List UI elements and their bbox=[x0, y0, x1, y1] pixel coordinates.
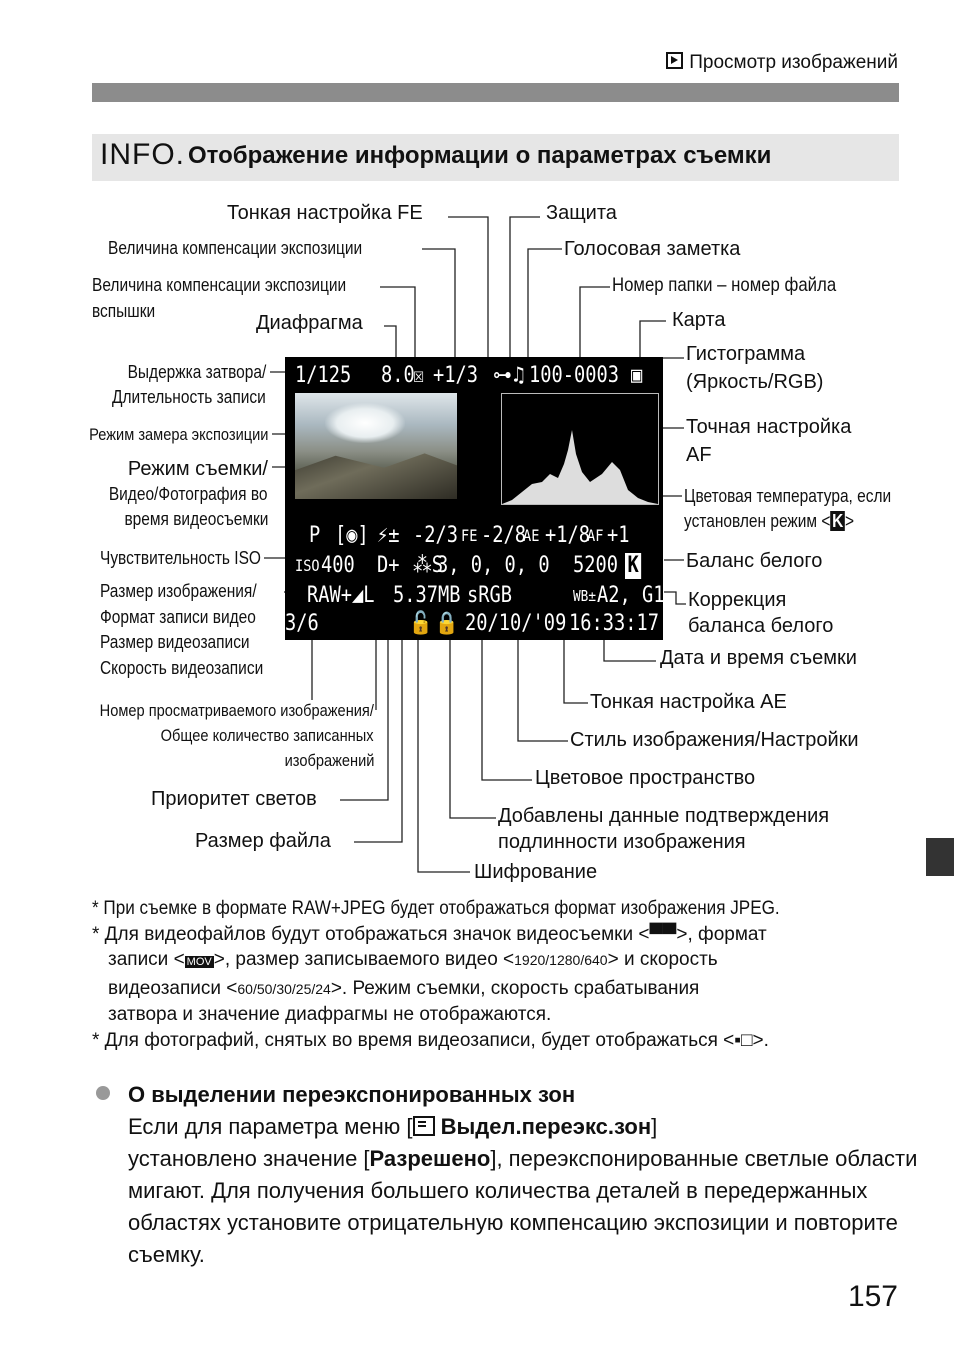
label-protect: Защита bbox=[546, 202, 617, 224]
k-icon: K bbox=[832, 511, 844, 531]
histogram-curve bbox=[502, 394, 658, 504]
osd-voice-icon: ♫ bbox=[513, 363, 525, 388]
label-mode-3: время видеосъемки bbox=[124, 509, 268, 529]
frame-rate-icons: 60/50/30/25/24 bbox=[237, 980, 331, 997]
label-shutter-2: Длительность записи bbox=[112, 387, 266, 407]
label-file-size: Размер файла bbox=[195, 830, 331, 852]
video-size-icons: 1920/1280/640 bbox=[514, 952, 608, 968]
bullet-icon bbox=[96, 1086, 110, 1100]
label-color-temp-2: установлен режим <K> bbox=[684, 511, 855, 531]
osd-af: +1 bbox=[607, 523, 630, 548]
label-auth-2: подлинности изображения bbox=[498, 831, 746, 853]
label-color-space: Цветовое пространство bbox=[535, 767, 756, 789]
osd-wb-shift: A2, G1 bbox=[597, 583, 665, 608]
playback-menu-icon bbox=[413, 1116, 435, 1136]
osd-k-icon: K bbox=[625, 553, 641, 579]
label-iso: Чувствительность ISO bbox=[100, 548, 261, 568]
osd-highlight: D+ bbox=[377, 553, 400, 578]
section-body: Если для параметра меню [ Выдел.переэкс.зон] установлено значение [Разрешено], переэкспонированные светлые области мигают. Для получения большего количества деталей в передержанных областях установите отрицательную компенсацию экспозиции и повторите съемку. bbox=[128, 1114, 918, 1267]
label-number-3: изображений bbox=[284, 751, 374, 770]
label-mode-1: Режим съемки/ bbox=[127, 458, 268, 480]
running-header: Просмотр изображений bbox=[666, 52, 898, 74]
label-encryption: Шифрование bbox=[474, 861, 598, 883]
section-heading: О выделении переэкспонированных зон bbox=[128, 1082, 576, 1107]
osd-exp-comp: +1/3 bbox=[433, 363, 479, 388]
section-title: Отображение информации о параметрах съемки bbox=[188, 142, 772, 169]
label-exp-comp: Величина компенсации экспозиции bbox=[108, 238, 363, 258]
highlight-alert-section bbox=[128, 1079, 918, 1271]
osd-protect-icon: ⊶ bbox=[493, 363, 512, 388]
movie-icon: ▀▀ bbox=[649, 923, 677, 945]
mov-icon: MOV bbox=[186, 956, 212, 968]
osd-iso: 400 bbox=[321, 553, 355, 578]
osd-fe-label: FE bbox=[461, 526, 478, 545]
osd-ae: +1/8 bbox=[545, 523, 591, 548]
label-color-temp-1: Цветовая температура, если bbox=[684, 486, 892, 506]
osd-folder-file: 100-0003 bbox=[529, 363, 620, 388]
label-shutter-1: Выдержка затвора/ bbox=[127, 362, 266, 382]
osd-exp-comp-icon: ☒ bbox=[413, 363, 425, 388]
osd-date: 20/10/'09 bbox=[465, 611, 567, 636]
label-ae-fine: Тонкая настройка AE bbox=[590, 691, 787, 713]
camera-lcd-screen bbox=[285, 357, 663, 640]
osd-shutter: 1/125 bbox=[295, 363, 352, 388]
osd-ae-label: AE bbox=[523, 526, 540, 545]
footnote-1: * При съемке в формате RAW+JPEG будет отображаться формат изображения JPEG. bbox=[92, 898, 780, 919]
osd-flash-comp: -2/3 bbox=[413, 523, 459, 548]
label-flash-comp-2: вспышки bbox=[92, 301, 156, 321]
osd-metering-icon: [◉] bbox=[335, 523, 369, 548]
osd-auth-icon: 🔓 bbox=[409, 611, 433, 636]
label-card: Карта bbox=[672, 309, 726, 331]
osd-aperture: 8.0 bbox=[381, 363, 415, 388]
label-histogram-1: Гистограмма bbox=[686, 343, 806, 365]
label-folder-file: Номер папки – номер файла bbox=[612, 274, 837, 296]
label-af-2: AF bbox=[686, 444, 712, 466]
label-size-1: Размер изображения/ bbox=[100, 581, 257, 601]
osd-time: 16:33:17 bbox=[569, 611, 660, 636]
label-flash-comp-1: Величина компенсации экспозиции bbox=[92, 275, 347, 295]
thumbnail-photo bbox=[295, 393, 457, 499]
histogram bbox=[501, 393, 659, 505]
osd-wb-shift-icon: WB± bbox=[573, 587, 597, 605]
osd-fe: -2/8 bbox=[481, 523, 527, 548]
osd-image-number: 3/6 bbox=[285, 611, 319, 636]
osd-iso-icon: ISO bbox=[295, 556, 320, 575]
label-white-balance: Баланс белого bbox=[686, 550, 823, 572]
info-button-icon: INFO. bbox=[100, 138, 185, 171]
osd-card-icon: ▣ bbox=[631, 363, 643, 388]
osd-mode: P bbox=[309, 523, 321, 548]
label-aperture: Диафрагма bbox=[256, 312, 363, 334]
label-af-1: Точная настройка bbox=[686, 416, 852, 438]
label-size-4: Скорость видеозаписи bbox=[100, 658, 264, 678]
osd-color-space: sRGB bbox=[467, 583, 513, 608]
label-wb-correction-2: баланса белого bbox=[688, 615, 834, 637]
osd-color-temp: 5200 bbox=[573, 553, 619, 578]
label-fe-fine: Тонкая настройка FE bbox=[227, 202, 423, 224]
still-during-movie-icon: ▪□ bbox=[734, 1029, 753, 1051]
label-auth-1: Добавлены данные подтверждения bbox=[498, 805, 830, 827]
label-number-1: Номер просматриваемого изображения/ bbox=[99, 701, 374, 720]
label-date-time: Дата и время съемки bbox=[660, 647, 857, 669]
osd-style-icon: ⁂S bbox=[413, 553, 443, 578]
footnotes: * При съемке в формате RAW+JPEG будет отображаться формат изображения JPEG. * Для видеофайлов будут отображаться значок видеосъемки <▀▀>, формат записи < MOV >, размер записываемого видео <1920/1280/640> и скорость видеозаписи <60/50/30/25/24>. Режим съемки, скорость срабатывания затвора и значение диафрагмы не отображаются. * Для фотографий, снятых во время видеозаписи, будет отображаться <▪□>. bbox=[92, 898, 780, 1051]
label-wb-correction-1: Коррекция bbox=[688, 589, 787, 611]
label-histogram-2: (Яркость/RGB) bbox=[686, 371, 824, 393]
label-highlight-priority: Приоритет светов bbox=[151, 788, 317, 810]
label-metering: Режим замера экспозиции bbox=[88, 425, 268, 444]
osd-style: 3, 0, 0, 0 bbox=[437, 553, 550, 578]
osd-af-label: AF bbox=[587, 526, 604, 545]
label-mode-2: Видео/Фотография во bbox=[109, 484, 268, 504]
page-number: 157 bbox=[847, 1280, 898, 1313]
osd-quality: RAW+◢L bbox=[307, 583, 375, 608]
osd-lock-icon: 🔒 bbox=[435, 611, 459, 636]
label-size-2: Формат записи видео bbox=[100, 607, 256, 627]
chapter-tab bbox=[926, 838, 954, 876]
osd-file-size: 5.37MB bbox=[393, 583, 461, 608]
osd-flash-icon: ⚡± bbox=[377, 523, 400, 548]
label-number-2: Общее количество записанных bbox=[161, 726, 374, 745]
label-size-3: Размер видеозаписи bbox=[100, 632, 250, 652]
label-voice-memo: Голосовая заметка bbox=[564, 238, 741, 260]
label-picture-style: Стиль изображения/Настройки bbox=[570, 729, 859, 751]
